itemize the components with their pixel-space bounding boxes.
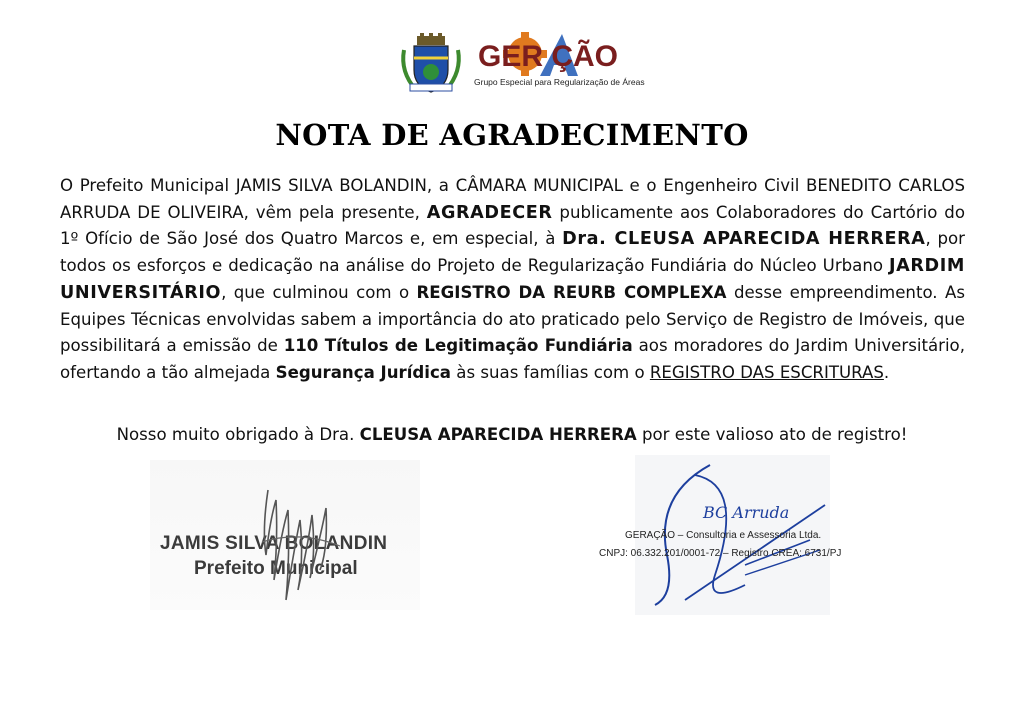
underlined-registro: REGISTRO DAS ESCRITURAS (649, 362, 884, 382)
text-segment: , que culminou com o (221, 282, 417, 302)
company-name: GERAÇÃO – Consultoria e Assessoria Ltda. (625, 530, 822, 541)
signer-name: JAMIS SILVA BOLANDIN (160, 533, 388, 554)
signer-role: Prefeito Municipal (194, 558, 358, 579)
logo-subtitle: Grupo Especial para Regularização de Áreas (474, 77, 645, 87)
emphasis-seguranca: Segurança Jurídica (275, 362, 452, 382)
text-segment: às suas famílias com o (451, 362, 650, 382)
handwritten-signature-text: BC Arruda (703, 503, 790, 522)
text-segment: . (883, 362, 890, 382)
emphasis-titulos: 110 Títulos de Legitimação Fundiária (283, 336, 633, 356)
handwritten-signature-icon (150, 460, 420, 610)
document-header (0, 26, 1024, 96)
body-paragraph (60, 173, 965, 387)
text-segment: por este valioso ato de registro! (636, 425, 908, 444)
emphasis-dra-name: Dra. CLEUSA APARECIDA HERRERA (562, 229, 926, 250)
text-segment: desse empreendimento. As Equipes Técnicas envolvidas sabem a importância do ato praticado pelo Serviço de Registro de Imóveis, que possibilitará a emissão de (60, 282, 965, 356)
text-segment: publicamente aos Colaboradores do Cartório do 1º Ofício de São José dos Quatro Marcos e, em especial, à (60, 202, 965, 249)
signature-block-mayor (150, 460, 420, 610)
emphasis-registro-reurb: REGISTRO DA REURB COMPLEXA (416, 282, 727, 302)
geracao-logo (470, 32, 645, 90)
page-title: NOTA DE AGRADECIMENTO (275, 118, 749, 152)
signature-block-company (595, 455, 905, 615)
thanks-line (0, 425, 1024, 444)
emphasis-jardim: JARDIM UNIVERSITÁRIO (60, 256, 965, 303)
text-segment: aos moradores do Jardim Universitário, ofertando a tão almejada (60, 336, 965, 382)
logo-word: GER ÇÃO (478, 40, 619, 73)
company-registration: CNPJ: 06.332.201/0001-72 – Registro CREA: 6731/PJ (599, 548, 842, 559)
text-segment: O Prefeito Municipal JAMIS SILVA BOLANDIN, a CÂMARA MUNICIPAL e o Engenheiro Civil BENEDITO CARLOS ARRUDA DE OLIVEIRA, vêm pela presente, (60, 176, 965, 222)
municipal-crest-icon (396, 32, 466, 96)
text-segment: , por todos os esforços e dedicação na análise do Projeto de Regularização Fundiária do Núcleo Urbano (60, 229, 965, 276)
emphasis-agradecer: AGRADECER (426, 202, 553, 223)
emphasis-thanks-name: CLEUSA APARECIDA HERRERA (359, 425, 637, 444)
text-segment: Nosso muito obrigado à Dra. (116, 425, 360, 444)
